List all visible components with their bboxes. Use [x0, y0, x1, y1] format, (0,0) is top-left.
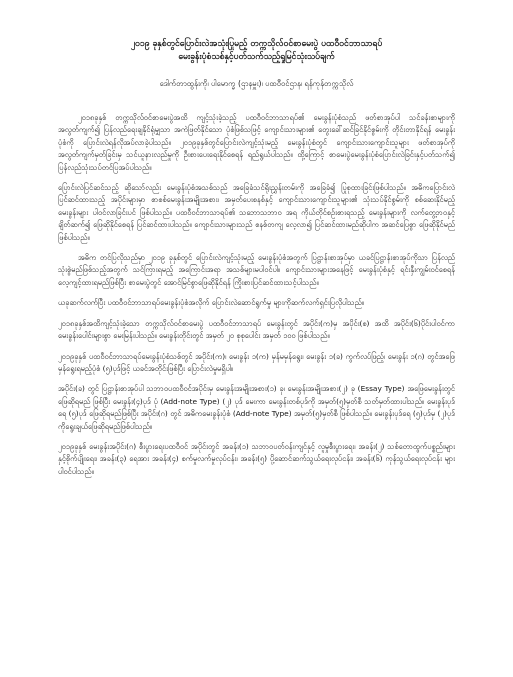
paragraph-7: အပိုင်း(ခ) တွင် ပြဋ္ဌာန်းစာအုပ်ပါ သဘာဝပထဝီဝင်အပိုင်းမှ မေးခွန်းအမျိုးအစား(၁) ခု၊ မေးခွန်းအမျိုးအစား(၂) ခု (Essay Type) အဖြေမေးခွန်းတွင် ဖြေဆိုရမည် ဖြစ်ပြီး မေးခွန်း(၄)ပုဒ် ပုံ (Add-note Type) (၂) ပုဒ် မေးကာ မေးခွန်းတစ်ပုဒ်ကို အမှတ်(၅)မှတ်စီ သတ်မှတ်ထားပါသည်။ မေးခွန်းပုဒ်ရေ (၅)ပုဒ် ဖြေဆိုရမည်ဖြစ်ပြီး အပိုင်း(ဂ) တွင် အဓိကမေးခွန်းပုံစံ (Add-note Type) အမှတ်(၅)မှတ်စီ ဖြစ်ပါသည်။ မေးခွန်းပုဒ်ရေ (၅)ပုဒ်မှ (၂)ပုဒ် ကိုရွေးချယ်ဖြေဆိုရမည်ဖြစ်ပါသည်။: [58, 384, 455, 431]
paragraph-2: ပြောင်းလဲပြင်ဆင်သည့် ဆိုသော်လည်း မေးခွန်းပုံစံအသစ်သည် အခြေခံသင်ရိုးညွှန်းတမ်းကို အခြေခံ၍ ပြုစုထားခြင်းဖြစ်ပါသည်။ အဓိကပြောင်းလဲပြင်ဆင်ထားသည့် အပိုင်းများမှာ စာစစ်မေးခွန်းအမျိုးအစား၊ အမှတ်ပေးစနစ်နှင့် ကျောင်းသားကျောင်းသူများ၏ သုံးသပ်နိုင်စွမ်းကို စစ်ဆေးနိုင်မည့် မေးခွန်းများ ပါဝင်လာခြင်းပင် ဖြစ်ပါသည်။ ပထဝီဝင်ဘာသာရပ်၏ သဘောသဘာဝ အရ ကိုယ်တိုင်စဉ်းစားရသည့် မေးခွန်းများကို လက်တွေ့ဘဝနှင့် ချိတ်ဆက်၍ ဖြေဆိုနိုင်စေရန် ပြင်ဆင်ထားပါသည်။ ကျောင်းသားများသည် စနစ်တကျ လေ့လာ၍ ပြင်ဆင်ထားမည်ဆိုပါက အဆင်ပြေစွာ ဖြေဆိုနိုင်မည် ဖြစ်ပါသည်။: [58, 183, 455, 242]
author-affiliation: ဒေါက်တာထွန်းကို၊ ပါမောက္ခ (ဌာနမှူး)၊ ပထဝီဝင်ဌာန၊ ရန်ကုန်တက္ကသိုလ်: [159, 79, 354, 88]
paragraph-4: ယခုဆက်လက်ပြီး ပထဝီဝင်ဘာသာရပ်မေးခွန်းပုံစံအလိုက် ပြောင်းလဲဆောင်ရွက်မှု များကိုဆက်လက်ရှင်းပြလိုပါသည်။: [58, 298, 365, 308]
paragraph-6: ၂၀၁၉ခုနှစ် ပထဝီဝင်ဘာသာရပ်မေးခွန်းပုံစံသစ်တွင် အပိုင်း(က)၊ မေးခွန်း ၁(က) မှန်မမှန်ရွေး၊ မေးခွန်း ၁(ခ) ကွက်လပ်ဖြည့်၊ မေးခွန်း ၁(ဂ) တွင်အဖြေမှန်ရွေးရမည့်ပုံစံ (၅)ပုဒ်ဖြင့် ယခင်အတိုင်းဖြစ်ပြီး ပြောင်းလဲမှုမရှိပါ။: [58, 351, 455, 373]
paragraph-3: အဓိက တင်ပြလိုသည်မှာ ၂၀၁၉ ခုနှစ်တွင် ပြောင်းလဲကျင့်သုံးမည့် မေးခွန်းပုံစံအတွက် ပြဋ္ဌာန်းစာအုပ်မှာ ယခင်ပြဋ္ဌာန်းစာအုပ်ကိုသာ ပြန်လည်သုံးစွဲမည်ဖြစ်သည့်အတွက် သင်ကြားရမည့် အကြောင်းအရာ အသစ်များမပါဝင်ပါ။ ကျောင်းသားများအနေဖြင့် မေးခွန်းပုံစံနှင့် ရင်းနှီးကျွမ်းဝင်စေရန် လေ့ကျင့်ထားရမည်ဖြစ်ပြီး စာမေးပွဲတွင် အောင်မြင်စွာဖြေဆိုနိုင်ရန် ကြိုးစားပြင်ဆင်ထားသင့်ပါသည်။: [58, 253, 455, 287]
paragraph-5: ၂၀၁၈ခုနှစ်အထိကျင့်သုံးခဲ့သော တက္ကသိုလ်ဝင်စာမေးပွဲ ပထဝီဝင်ဘာသာရပ် မေးခွန်းတွင် အပိုင်း(က)မှ အပိုင်း(စ) အထိ အပိုင်း(၆)ပိုင်းပါဝင်ကာ မေးခွန်းပေါင်းများစွာ မေးမြန်းပါသည်။ မေးခွန်းတိုင်းတွင် အမှတ် ၂၀ စုစုပေါင်း အမှတ် ၁၀၀ ဖြစ်ပါသည်။: [58, 318, 455, 341]
paragraph-8: ၂၀၁၉ခုနှစ် မေးခွန်းအပိုင်း(ဂ) စီးပွားရေးပထဝီဝင် အပိုင်းတွင် အခန်း(၁) သဘာဝပတ်ဝန်းကျင်နှင့် လူမှုစီးပွားရေး၊ အခန်း(၂) သစ်တောထွက်ပစ္စည်းများနှင့်စိုက်ပျိုးရေး၊ အခန်း(၃) ရေအား အခန်း(၄) စက်မှုလက်မှုလုပ်ငန်း၊ အခန်း(၅) ပို့ဆောင်ဆက်သွယ်ရေးလုပ်ငန်း၊ အခန်း(၆) ကုန်သွယ်ရေးလုပ်ငန်း များပါဝင်ပါသည်။: [58, 441, 455, 476]
document-title-line-1: ၂၀၁၉ ခုနှစ်တွင်ပြောင်းလဲအသုံးပြုမည့် တက္ကသိုလ်ဝင်စာမေးပွဲ ပထဝီဝင်ဘာသာရပ်: [130, 39, 383, 49]
document-title-line-2: မေးခွန်းပုံစံသစ်နှင့်ပတ်သက်သည့်ရှုမြင်သုံးသပ်ချက်: [178, 52, 335, 62]
paragraph-1: ၂၀၁၈ခုနှစ် တက္ကသိုလ်ဝင်စာမေးပွဲအထိ ကျင့်သုံးခဲ့သည့် ပထဝီဝင်ဘာသာရပ်၏ မေးခွန်းပုံစံသည် ဖတ်စာအုပ်ပါ သင်ခန်းစာများကို အလွတ်ကျက်၍ ပြန်လည်ရေးချနိုင်ရုံမျှသာ အကဲဖြတ်နိုင်သော ပုံစံဖြစ်သဖြင့် ကျောင်းသားများ၏ တွေးခေါ်ဆင်ခြင်နိုင်စွမ်းကို တိုင်းတာနိုင်ရန် မေးခွန်းပုံစံကို ပြောင်းလဲရန်လိုအပ်လာခဲ့ပါသည်။ ၂၀၁၉ခုနှစ်တွင်ပြောင်းလဲကျင့်သုံးမည့် မေးခွန်းပုံစံတွင် ကျောင်းသားကျောင်းသူများ ဖတ်စာအုပ်ကို အလွတ်ကျက်မှတ်ခြင်းမှ သင်ယူနားလည်မှုကို ဦးစားပေးရေးနိုင်စေရန် ရည်ရွယ်ပါသည်။ ထို့ကြောင့် စာမေးပွဲမေးခွန်းပုံစံပြောင်းလဲခြင်းနှင့်ပတ်သက်၍ ပြန်လည်သုံးသပ်တင်ပြအပ်ပါသည်။: [58, 113, 455, 172]
